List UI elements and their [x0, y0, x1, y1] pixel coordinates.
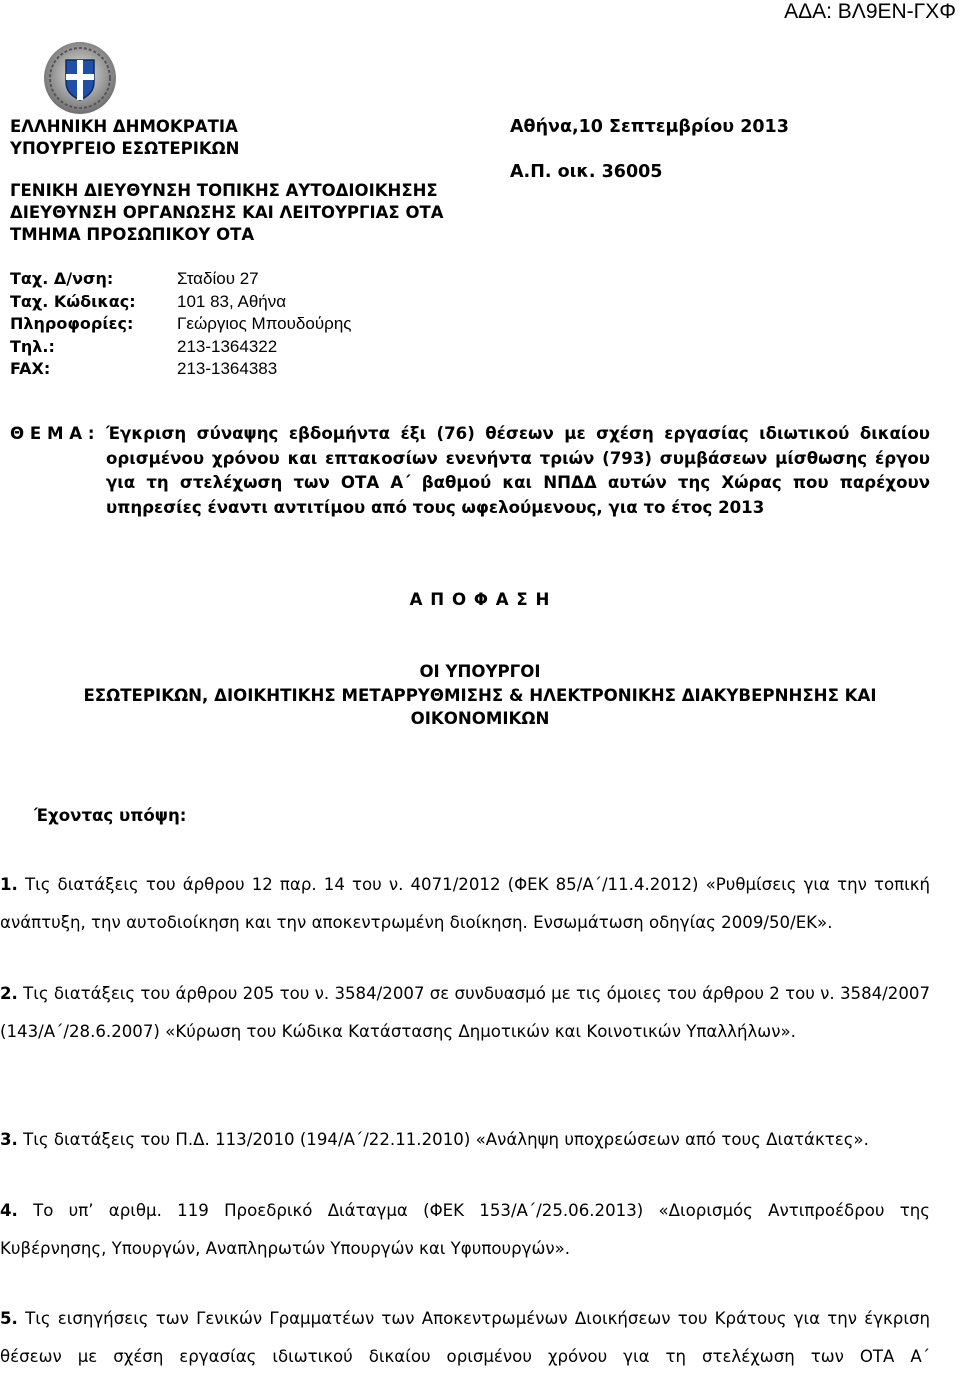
recital-number: 1. [0, 875, 18, 894]
recital-text: Τις διατάξεις του άρθρου 205 του ν. 3584/2007 σε συνδυασμό με τις όμοιες του άρθρου 2 του ν. 3584/2007 (143/Α΄/28.6.2007) «Κύρωση του Κώδικα Κατάστασης Δημοτικών και Κοινοτικών Υπαλλήλων». [0, 984, 930, 1041]
ministers-line: ΕΣΩΤΕΡΙΚΩΝ, ΔΙΟΙΚΗΤΙΚΗΣ ΜΕΤΑΡΡΥΘΜΙΣΗΣ & ΗΛΕΚΤΡΟΝΙΚΗΣ ΔΙΑΚΥΒΕΡΝΗΣΗΣ ΚΑΙ [83, 685, 877, 705]
contact-label: Ταχ. Δ/νση: [10, 269, 114, 288]
recital-number: 5. [0, 1309, 18, 1328]
republic-line: ΕΛΛΗΝΙΚΗ ΔΗΜΟΚΡΑΤΙΑ [10, 117, 238, 136]
subject-label: Θ Ε Μ Α : [10, 424, 95, 443]
contact-label: Ταχ. Κώδικας: [10, 291, 136, 311]
contact-label: Τηλ.: [10, 336, 55, 356]
date-protocol-block [510, 116, 789, 183]
document-date: Αθήνα,10 Σεπτεμβρίου 2013 [510, 117, 789, 137]
ministers-line: ΟΙΚΟΝΟΜΙΚΩΝ [410, 709, 550, 728]
directorate-line: ΔΙΕΥΘΥΝΣΗ ΟΡΓΑΝΩΣΗΣ ΚΑΙ ΛΕΙΤΟΥΡΓΙΑΣ ΟΤΑ [10, 203, 444, 222]
contact-row [10, 268, 351, 291]
recital-number: 2. [0, 984, 18, 1003]
ministry-line: ΥΠΟΥΡΓΕΙΟ ΕΣΩΤΕΡΙΚΩΝ [10, 139, 240, 158]
issuer-block [10, 116, 444, 246]
contact-value: Σταδίου 27 [177, 269, 259, 288]
recital-item [0, 1300, 930, 1375]
greek-coat-of-arms-emblem [42, 40, 118, 116]
recital-item [0, 1192, 930, 1267]
subject-text: Έγκριση σύναψης εβδομήντα έξι (76) θέσεων με σχέση εργασίας ιδιωτικού δικαίου ορισμένου χρόνου και επτακοσίων ενενήντα τριών (793) συμβάσεων μίσθωσης έργου για τη στελέχωση των ΟΤΑ Α΄ βαθμού και ΝΠΔΔ αυτών της Χώρας που παρέχουν υπηρεσίες έναντι αντιτίμου από τους ωφελούμενους, για το έτος 2013 [106, 424, 930, 517]
recital-item [0, 975, 930, 1050]
recital-text: Τις εισηγήσεις των Γενικών Γραμματέων των Αποκεντρωμένων Διοικήσεων του Κράτους για την έγκριση θέσεων με σχέση εργασίας ιδιωτικού δικαίου ορισμένου χρόνου για τη στελέχωση των ΟΤΑ Α΄ [0, 1309, 930, 1366]
contact-row [10, 313, 351, 336]
recital-item [0, 1121, 930, 1159]
ministers-heading [0, 660, 960, 731]
contact-label: FAX: [10, 359, 51, 378]
contact-value: Γεώργιος Μπουδούρης [177, 314, 352, 333]
ministers-line: ΟΙ ΥΠΟΥΡΓΟΙ [419, 662, 541, 681]
recital-text: Τις διατάξεις του άρθρου 12 παρ. 14 του ν. 4071/2012 (ΦΕΚ 85/Α΄/11.4.2012) «Ρυθμίσεις για την τοπική ανάπτυξη, την αυτοδιοίκηση και την αποκεντρωμένη διοίκηση. Ενσωμάτωση οδηγίας 2009/50/ΕΚ». [0, 875, 931, 932]
contact-label: Πληροφορίες: [10, 314, 134, 333]
contact-row [10, 336, 351, 359]
recital-text: Τις διατάξεις του Π.Δ. 113/2010 (194/Α΄/22.11.2010) «Ανάληψη υποχρεώσεων από τους Διατάκτες». [23, 1130, 869, 1149]
general-directorate-line: ΓΕΝΙΚΗ ΔΙΕΥΘΥΝΣΗ ΤΟΠΙΚΗΣ ΑΥΤΟΔΙΟΙΚΗΣΗΣ [10, 181, 438, 200]
contact-value: 213-1364383 [177, 359, 278, 378]
contact-row [10, 358, 351, 381]
protocol-number: Α.Π. οικ. 36005 [510, 162, 663, 182]
recital-item [0, 866, 930, 941]
decision-title: Α Π Ο Φ Α Σ Η [409, 590, 551, 609]
contact-value: 213-1364322 [177, 336, 278, 356]
recital-number: 4. [0, 1201, 18, 1220]
contact-value: 101 83, Αθήνα [177, 291, 287, 311]
having-regard-heading: Έχοντας υπόψη: [34, 806, 187, 825]
subject-block [10, 422, 930, 520]
contact-row [10, 291, 351, 314]
recital-text: Το υπ’ αριθμ. 119 Προεδρικό Διάταγμα (ΦΕΚ 153/Α΄/25.06.2013) «Διορισμός Αντιπροέδρου της Κυβέρνησης, Υπουργών, Αναπληρωτών Υπουργών και Υφυπουργών». [0, 1201, 930, 1258]
ada-code: ΑΔΑ: ΒΛ9ΕΝ-ΓΧΦ [784, 0, 956, 23]
contact-details [10, 268, 351, 381]
department-line: ΤΜΗΜΑ ΠΡΟΣΩΠΙΚΟΥ ΟΤΑ [10, 225, 255, 244]
recital-number: 3. [0, 1130, 18, 1149]
